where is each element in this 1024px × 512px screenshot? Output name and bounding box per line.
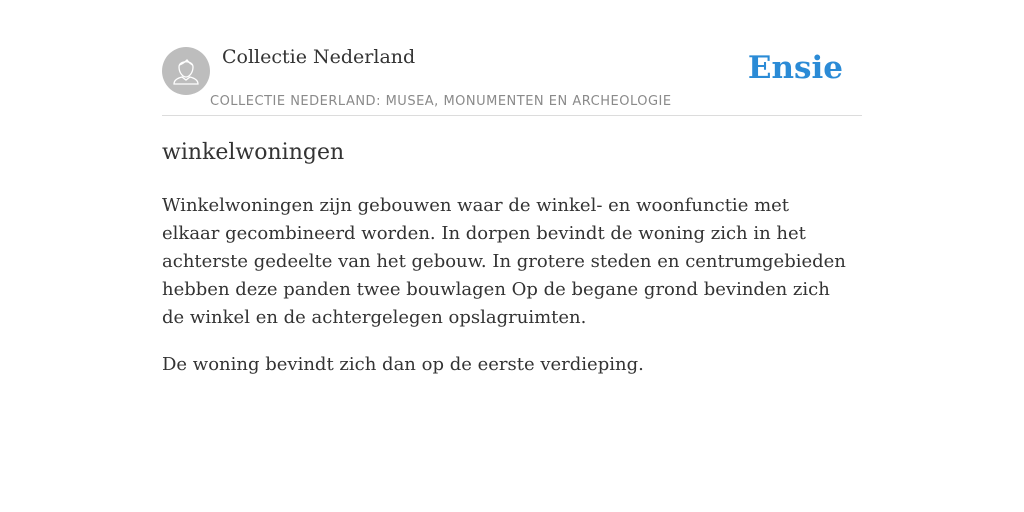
article-paragraph: Winkelwoningen zijn gebouwen waar de winkel- en woonfunctie met elkaar gecombineerd worden. In dorpen bevindt de woning zich in het achterste gedeelte van het gebouw. In grotere steden en centrumgebieden hebben deze panden twee bouwlagen Op de begane grond bevinden zich de winkel en de achtergelegen opslagruimten.: [162, 195, 846, 328]
user-icon: [162, 47, 210, 95]
ensie-logo[interactable]: Ensie: [747, 50, 843, 86]
author-avatar[interactable]: [162, 47, 210, 95]
author-name[interactable]: Collectie Nederland: [222, 46, 416, 68]
publisher-label[interactable]: COLLECTIE NEDERLAND: MUSEA, MONUMENTEN EN ARCHEOLOGIE: [210, 94, 672, 109]
article-paragraph: De woning bevindt zich dan op de eerste verdieping.: [162, 354, 644, 375]
article-body: [162, 192, 852, 398]
header: [162, 44, 862, 116]
article-title: winkelwoningen: [162, 140, 345, 165]
